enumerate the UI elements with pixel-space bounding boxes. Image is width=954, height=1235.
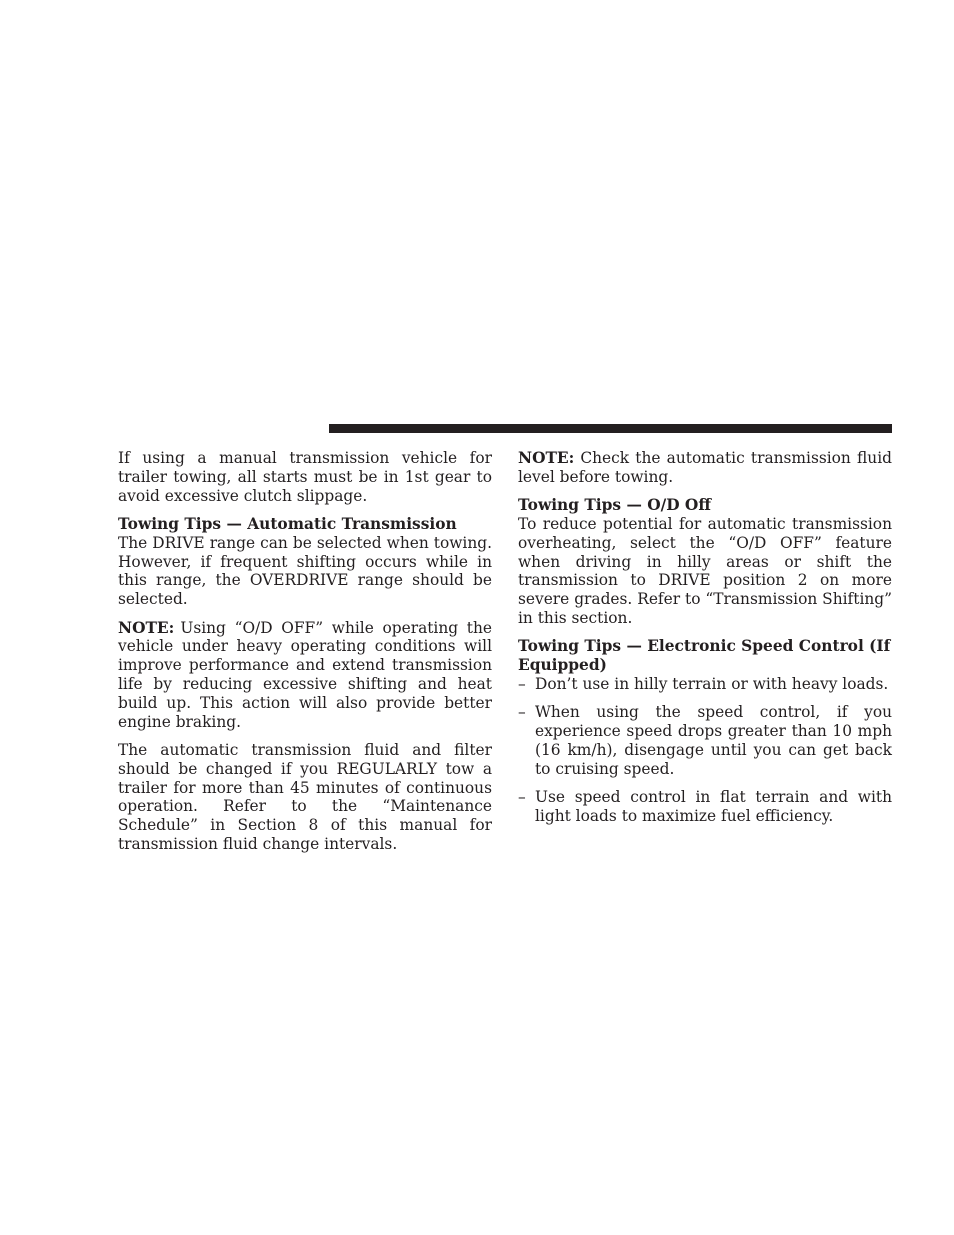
od-off-note bbox=[118, 619, 492, 732]
list-item-text: Use speed control in flat terrain and with light loads to maximize fuel efficiency. bbox=[535, 788, 892, 825]
list-item bbox=[518, 703, 892, 778]
fluid-level-note bbox=[518, 449, 892, 487]
section-header-rule bbox=[329, 424, 892, 433]
dash-bullet: – bbox=[518, 703, 526, 722]
list-item-text: Don’t use in hilly terrain or with heavy loads. bbox=[535, 674, 889, 693]
left-column bbox=[118, 449, 492, 863]
note-label: NOTE: bbox=[118, 618, 175, 637]
list-item-text: When using the speed control, if you experience speed drops greater than 10 mph (16 km/h), disengage until you can get back to cruising speed. bbox=[535, 703, 892, 778]
dash-bullet: – bbox=[518, 674, 526, 693]
automatic-transmission-heading bbox=[118, 515, 492, 534]
od-off-heading bbox=[518, 496, 892, 515]
speed-control-heading bbox=[518, 637, 892, 675]
manual-transmission-paragraph: If using a manual transmission vehicle for trailer towing, all starts must be in 1st gear to avoid excessive clutch slippage. bbox=[118, 449, 492, 505]
list-item bbox=[518, 788, 892, 826]
list-item bbox=[518, 675, 892, 694]
overheating-paragraph: To reduce potential for automatic transmission overheating, select the “O/D OFF” feature when driving in hilly areas or shift the transmission to DRIVE position 2 on more severe grades. Refer to “Transmission Shifting” in this section. bbox=[518, 514, 892, 627]
heading-text: Towing Tips — Automatic Transmission bbox=[118, 514, 457, 533]
dash-bullet: – bbox=[518, 788, 526, 807]
right-column bbox=[518, 449, 892, 835]
speed-control-list bbox=[518, 675, 892, 826]
fluid-change-paragraph: The automatic transmission fluid and filter should be changed if you REGULARLY tow a trailer for more than 45 minutes of continuous operation. Refer to the “Maintenance Schedule” in Section 8 of this manual for transmission fluid change intervals. bbox=[118, 740, 492, 853]
drive-range-paragraph: The DRIVE range can be selected when towing. However, if frequent shifting occurs while in this range, the OVERDRIVE range should be selected. bbox=[118, 533, 492, 609]
heading-text: Towing Tips — Electronic Speed Control (If Equipped) bbox=[518, 637, 891, 675]
note-text: Check the automatic transmission fluid level before towing. bbox=[518, 449, 892, 486]
note-label: NOTE: bbox=[518, 449, 575, 467]
heading-text: Towing Tips — O/D Off bbox=[518, 496, 711, 515]
note-text: Using “O/D OFF” while operating the vehicle under heavy operating conditions will improve performance and extend transmission life by reducing excessive shifting and heat build up. This action will also provide better engine braking. bbox=[118, 618, 492, 731]
